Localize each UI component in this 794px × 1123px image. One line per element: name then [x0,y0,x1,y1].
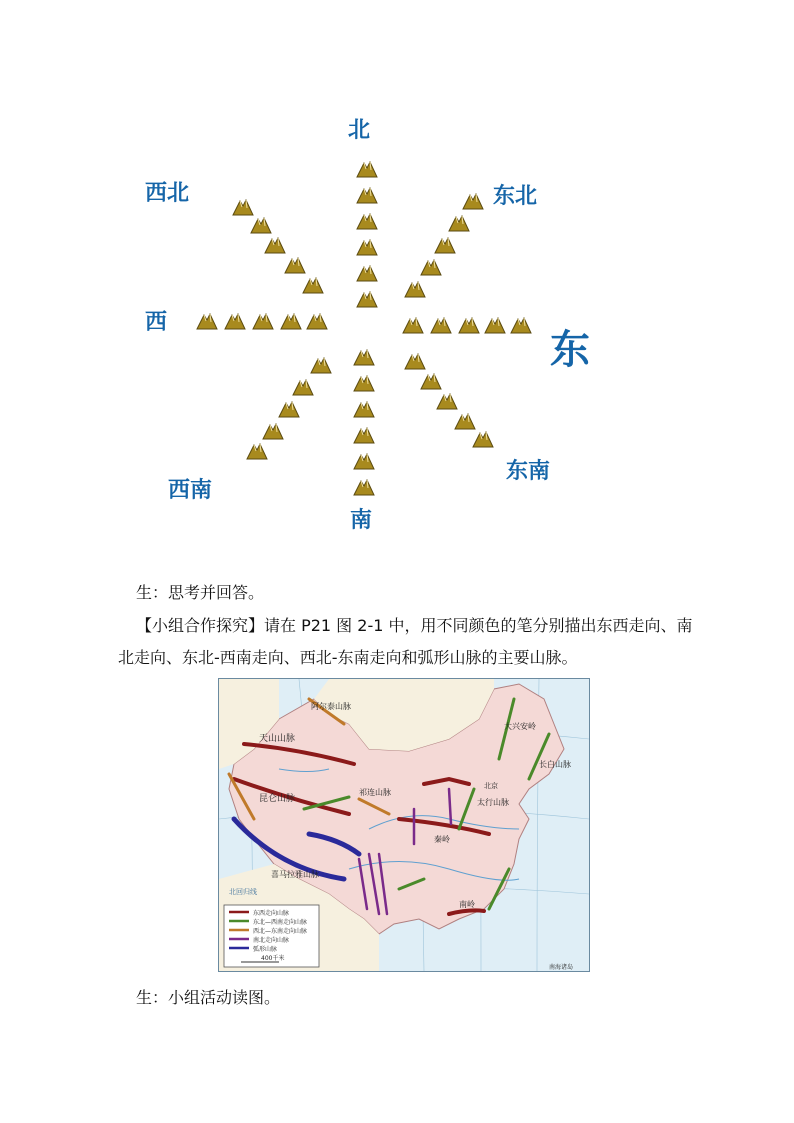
mountain-icon [280,312,302,330]
mountain-icon [262,422,284,440]
mountain-icon [430,316,452,334]
label-southwest: 西南 [168,478,213,503]
map-scale-label: 400千米 [261,955,285,962]
mountain-icon [436,392,458,410]
student-activity-line: 生：小组活动读图。 [136,988,281,1007]
mountain-icon [420,372,442,390]
legend-label: 南北走向山脉 [253,937,290,944]
label-west: 西 [145,310,168,335]
mountain-icon [353,374,375,392]
map-label-taihang: 太行山脉 [477,798,509,807]
map-label-qilian: 祁连山脉 [359,788,391,797]
mountain-icon [458,316,480,334]
label-northeast: 东北 [493,184,538,209]
group-task-line-2: 北走向、东北-西南走向、西北-东南走向和弧形山脉的主要山脉。 [118,648,578,667]
mountain-icon [264,236,286,254]
map-label-south-sea: 南海诸岛 [549,964,574,971]
mountain-icon [353,400,375,418]
mountain-icon [356,186,378,204]
map-label-kunlun: 昆仑山脉 [259,794,296,804]
mountain-icon [356,212,378,230]
china-mountain-map [218,678,590,972]
mountain-icon [250,216,272,234]
map-label-qinling: 秦岭 [434,835,450,844]
mountain-icon [448,214,470,232]
map-label-altai: 阿尔泰山脉 [311,702,351,711]
mountain-icon [196,312,218,330]
mountain-icon [246,442,268,460]
mountain-icon [484,316,506,334]
map-label-daxinganling: 大兴安岭 [504,722,536,731]
mountain-icon [284,256,306,274]
mountain-icon [356,264,378,282]
mountain-icon [404,280,426,298]
map-label-nanling: 南岭 [459,900,475,909]
label-southeast: 东南 [506,459,551,484]
map-label-tropic: 北回归线 [229,888,257,896]
legend-label: 东西走向山脉 [253,910,290,917]
label-south: 南 [350,508,373,533]
mountain-icon [462,192,484,210]
mountain-icon [356,290,378,308]
mountain-icon [353,348,375,366]
mountain-icon [252,312,274,330]
mountain-icon [353,426,375,444]
group-task-line-1: 【小组合作探究】请在 P21 图 2-1 中，用不同颜色的笔分别描出东西走向、南 [136,616,693,635]
student-answer-line: 生：思考并回答。 [136,583,265,602]
mountain-icon [510,316,532,334]
map-label-himalaya: 喜马拉雅山脉 [271,870,319,879]
mountain-icon [356,238,378,256]
mountain-icon [306,312,328,330]
mountain-icon [472,430,494,448]
map-label-tianshan: 天山山脉 [259,734,296,744]
mountain-icon [404,352,426,370]
legend-label: 弧形山脉 [253,946,278,953]
mountain-icon [353,452,375,470]
mountain-icon [278,400,300,418]
map-label-changbai: 长白山脉 [539,760,571,769]
mountain-icon [402,316,424,334]
map-label-beijing: 北京 [484,782,498,790]
mountain-icon [434,236,456,254]
legend-label: 西北—东南走向山脉 [253,928,308,935]
label-east: 东 [550,327,590,373]
mountain-icon [292,378,314,396]
mountain-icon [353,478,375,496]
legend-label: 东北—西南走向山脉 [253,919,308,926]
label-northwest: 西北 [145,181,190,206]
mountain-icon [232,198,254,216]
mountain-icon [356,160,378,178]
mountain-icon [302,276,324,294]
mountain-icon [454,412,476,430]
mountain-icon [310,356,332,374]
label-north: 北 [348,118,371,143]
mountain-icon [224,312,246,330]
mountain-icon [420,258,442,276]
